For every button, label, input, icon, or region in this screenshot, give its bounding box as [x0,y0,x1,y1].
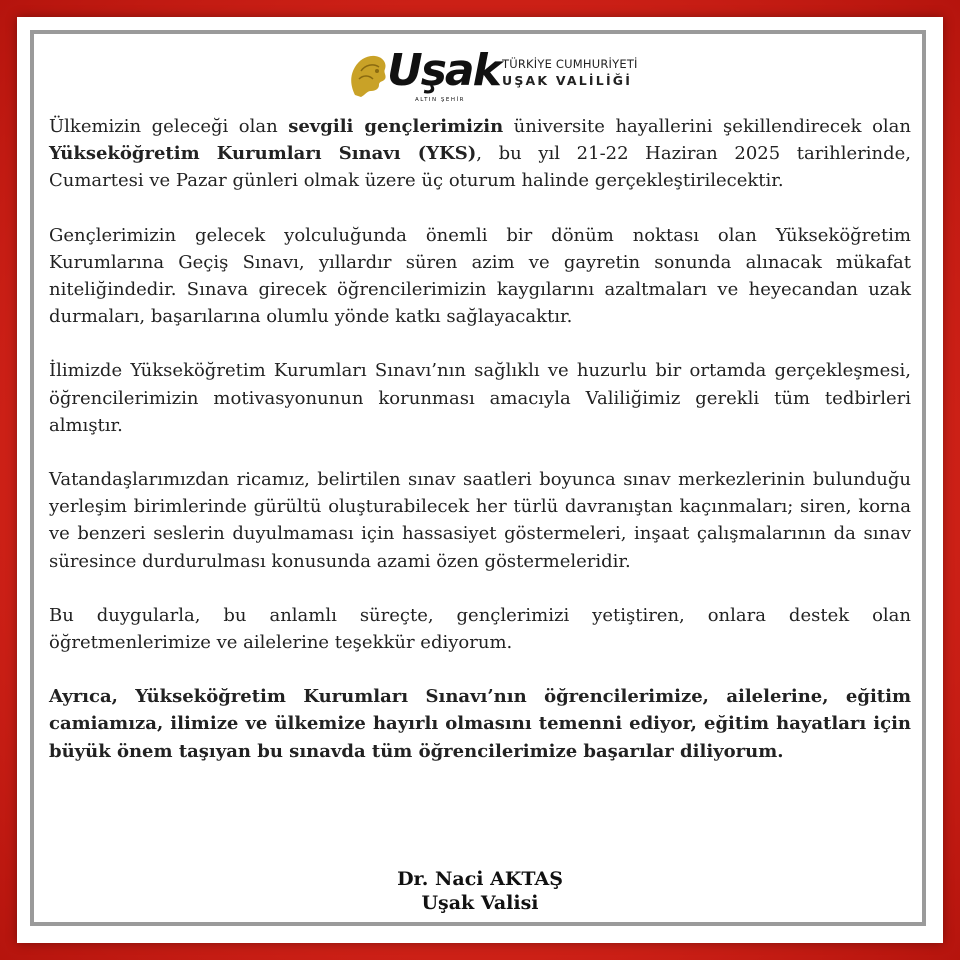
paragraph-6: Ayrıca, Yükseköğretim Kurumları Sınavı’nın öğrencilerimize, ailelerine, eğitim camiamıza, ilimize ve ülkemize hayırlı olmasını temenni ediyor, eğitim hayatları için büyük önem taşıyan bu sınavda tüm öğrencilerimize başarılar diliyorum. [49,686,911,762]
signature-name: Dr. Naci AKTAŞ [397,868,563,890]
logo-tagline: ALTIN ŞEHİR [415,97,465,103]
institution-line-2: UŞAK VALİLİĞİ [502,73,633,88]
announcement-body [49,113,911,792]
paragraph-1 [49,113,911,195]
head-emblem-icon [347,51,391,101]
p1-bold-yks: Yükseköğretim Kurumları Sınavı (YKS) [49,143,477,165]
signature-title: Uşak Valisi [421,892,539,914]
p1-text-a: Ülkemizin geleceği olan [49,116,289,137]
institution-name [502,57,638,88]
p1-bold-gencler: sevgili gençlerimizin [288,116,504,137]
paragraph-5: Bu duygularla, bu anlamlı süreçte, gençlerimizi yetiştiren, onlara destek olan öğretmenlerimize ve ailelerine teşekkür ediyorum. [49,604,911,654]
paragraph-2: Gençlerimizin gelecek yolculuğunda önemli bir dönüm noktası olan Yükseköğretim Kurumlarına Geçiş Sınavı, yıllardır süren azim ve gayretin sonunda alınacak mükafat niteliğindedir. Sınava girecek öğrencilerimizin kaygılarını azaltmaları ve heyecandan uzak durmaları, başarılarına olumlu yönde katkı sağlayacaktır. [49,224,911,328]
paragraph-4: Vatandaşlarımızdan ricamız, belirtilen sınav saatleri boyunca sınav merkezlerinin bulunduğu yerleşim birimlerinde gürültü oluşturabilecek her türlü davranıştan kaçınmaları; siren, korna ve benzeri seslerin duyulmaması için hassasiyet göstermeleri, inşaat çalışmalarının da sınav süresince durdurulması konusunda azami özen göstermeleridir. [49,469,911,572]
p1-text-c: üniversite hayallerini şekillendirecek olan [503,116,911,137]
logo-wordmark: Uşak [387,45,500,96]
governorship-logo [347,45,647,109]
p1-text-d: , bu yıl 21-22 Haziran 2025 tarihlerinde, Cumartesi ve Pazar günleri olmak üzere üç oturum halinde gerçekleştirilecektir. [49,143,911,192]
institution-line-1: TÜRKİYE CUMHURİYETİ [502,57,638,71]
paragraph-3: İlimizde Yükseköğretim Kurumları Sınavı’nın sağlıklı ve huzurlu bir ortamda gerçekleşmesi, öğrencilerimizin motivasyonunun korunması amacıyla Valiliğimiz gerekli tüm tedbirleri almıştır. [49,360,911,436]
document-sheet [17,17,943,943]
